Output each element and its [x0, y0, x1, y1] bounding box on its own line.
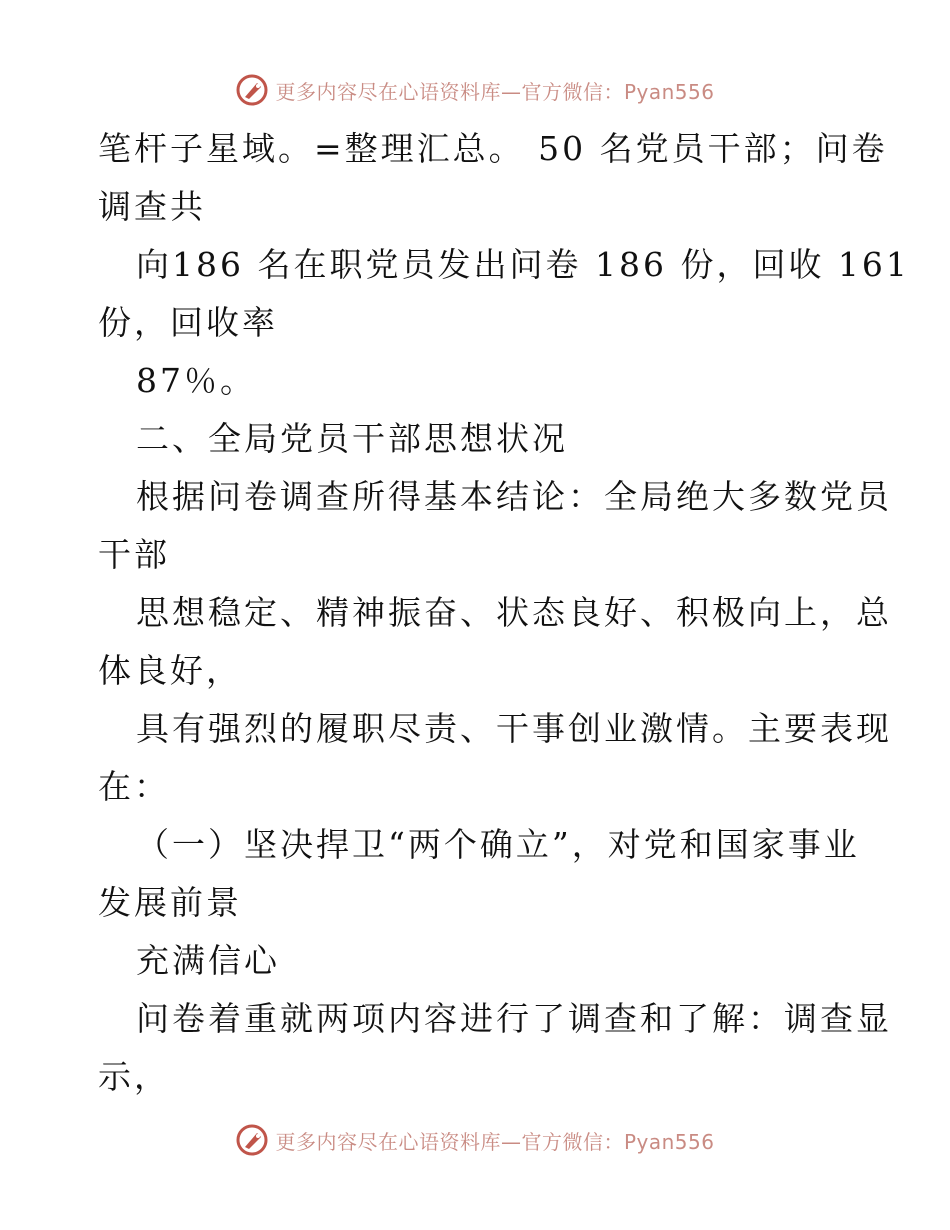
body-line: 思想稳定、精神振奋、状态良好、积极向上，总: [136, 593, 892, 632]
body-line: 份，回收率: [98, 303, 278, 342]
body-line: 调查共: [98, 187, 206, 226]
pen-nib-circle-icon: [235, 73, 269, 107]
watermark-text: 更多内容尽在心语资料库—官方微信：Pyan556: [275, 79, 715, 104]
body-line: 具有强烈的履职尽责、干事创业激情。主要表现: [136, 709, 892, 748]
subsection-heading: （一）坚决捍卫“两个确立”，对党和国家事业: [136, 825, 860, 864]
body-line: 笔杆子星域。=整理汇总。 50 名党员干部；问卷: [98, 129, 888, 168]
body-line: 向186 名在职党员发出问卷 186 份，回收 161: [136, 245, 910, 284]
section-heading: 二、全局党员干部思想状况: [136, 419, 568, 458]
body-line: 干部: [98, 535, 170, 574]
pen-nib-circle-icon: [235, 1123, 269, 1157]
watermark-text: 更多内容尽在心语资料库—官方微信：Pyan556: [275, 1129, 715, 1154]
body-line: 问卷着重就两项内容进行了调查和了解：调查显: [136, 999, 892, 1038]
body-line: 87％。: [136, 361, 256, 400]
body-line: 根据问卷调查所得基本结论：全局绝大多数党员: [136, 477, 892, 516]
body-line: 在：: [98, 767, 170, 806]
body-line: 发展前景: [98, 883, 242, 922]
body-line: 充满信心: [136, 941, 280, 980]
body-line: 示，: [98, 1057, 170, 1096]
header-watermark: [0, 70, 950, 110]
footer-watermark: [0, 1120, 950, 1160]
document-body: [98, 120, 910, 1106]
body-line: 体良好，: [98, 651, 242, 690]
